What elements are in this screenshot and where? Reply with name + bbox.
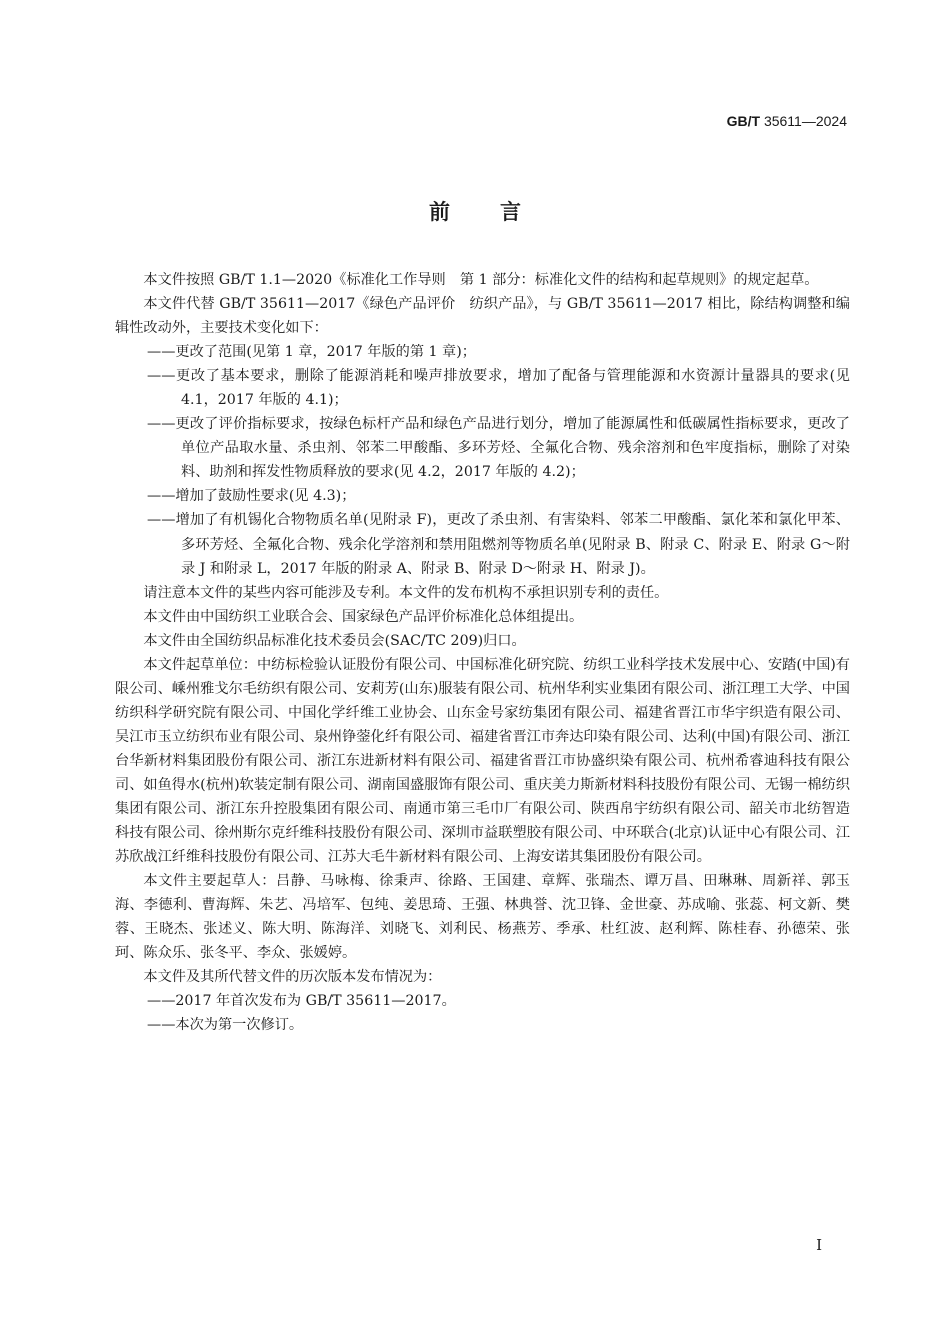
change-item-basic-requirements: ——更改了基本要求，删除了能源消耗和噪声排放要求，增加了配备与管理能源和水资源计量器具的要求(见 4.1，2017 年版的 4.1)； bbox=[147, 368, 850, 409]
paragraph-version-history: 本文件及其所代替文件的历次版本发布情况为： bbox=[143, 969, 442, 986]
paragraph-proposed-by: 本文件由中国纺织工业联合会、国家绿色产品评价标准化总体组提出。 bbox=[143, 608, 584, 625]
standard-prefix: GB/T bbox=[726, 113, 761, 129]
paragraph-drafting-organizations: 本文件起草单位：中纺标检验认证股份有限公司、中国标准化研究院、纺织工业科学技术发展中心、安踏(中国)有限公司、嵊州雅戈尔毛纺织有限公司、安莉芳(山东)服装有限公司、杭州华利实业集团有限公司、浙江理工大学、中国纺织科学研究院有限公司、中国化学纤维工业协会、山东金号家纺集团有限公司、福建省晋江市华宇织造有限公司、吴江市玉立纺织布业有限公司、泉州铮蓥化纤有限公司、福建省晋江市奔达印染有限公司、达利(中国)有限公司、浙江台华新材料集团股份有限公司、浙江东进新材料有限公司、福建省晋江市协盛织染有限公司、杭州希睿迪科技有限公司、如鱼得水(杭州)软装定制有限公司、湖南国盛服饰有限公司、重庆美力斯新材料科技股份有限公司、无锡一棉纺织集团有限公司、浙江东升控股集团有限公司、南通市第三毛巾厂有限公司、陕西帛宇纺织有限公司、韶关市北纺智造科技有限公司、徐州斯尔克纤维科技股份有限公司、深圳市益联塑胶有限公司、中环联合(北京)认证中心有限公司、江苏欣战江纤维科技股份有限公司、江苏大毛牛新材料有限公司、上海安诺其集团股份有限公司。 bbox=[115, 656, 850, 866]
change-item-evaluation-indicators: ——更改了评价指标要求，按绿色标杆产品和绿色产品进行划分，增加了能源属性和低碳属性指标要求，更改了单位产品取水量、杀虫剂、邻苯二甲酸酯、多环芳烃、全氟化合物、残余溶剂和色牢度指标，删除了对染料、助剂和挥发性物质释放的要求(见 4.2，2017 年版的 4.2)； bbox=[147, 416, 850, 481]
change-item-scope: ——更改了范围(见第 1 章，2017 年版的第 1 章)； bbox=[147, 344, 476, 361]
paragraph-replaces: 本文件代替 GB/T 35611—2017《绿色产品评价 纺织产品》，与 GB/T 35611—2017 相比，除结构调整和编辑性改动外，主要技术变化如下： bbox=[115, 296, 850, 337]
foreword-body bbox=[115, 268, 850, 1038]
paragraph-under-jurisdiction: 本文件由全国纺织品标准化技术委员会(SAC/TC 209)归口。 bbox=[143, 632, 526, 649]
change-item-encouraging-requirements: ——增加了鼓励性要求(见 4.3)； bbox=[147, 488, 356, 505]
title-char-1: 前 bbox=[429, 199, 450, 224]
title-char-2: 言 bbox=[500, 199, 521, 224]
page-title bbox=[0, 196, 950, 226]
change-item-substance-lists: ——增加了有机锡化合物物质名单(见附录 F)，更改了杀虫剂、有害染料、邻苯二甲酸酯、氯化苯和氯化甲苯、多环芳烃、全氟化合物、残余化学溶剂和禁用阻燃剂等物质名单(见附录 B、附录 C、附录 E、附录 G～附录 J 和附录 L，2017 年版的附录 A、附录 B、附录 D～附录 H、附录 J)。 bbox=[147, 512, 850, 577]
standard-number: 35611—2024 bbox=[763, 113, 847, 129]
paragraph-patent-notice: 请注意本文件的某些内容可能涉及专利。本文件的发布机构不承担识别专利的责任。 bbox=[143, 584, 669, 601]
paragraph-drafting-rules: 本文件按照 GB/T 1.1—2020《标准化工作导则 第 1 部分：标准化文件的结构和起草规则》的规定起草。 bbox=[143, 272, 819, 288]
document-header bbox=[727, 113, 847, 129]
history-item-2017: ——2017 年首次发布为 GB/T 35611—2017。 bbox=[147, 993, 456, 1010]
page-number: I bbox=[816, 1236, 822, 1254]
paragraph-drafters: 本文件主要起草人：吕静、马咏梅、徐秉声、徐路、王国建、章辉、张瑞杰、谭万昌、田琳琳、周新祥、郭玉海、李德利、曹海辉、朱艺、冯培军、包纯、姜思琦、王强、林典誉、沈卫锋、金世豪、苏成喻、张蕊、柯文新、樊蓉、王晓杰、张述义、陈大明、陈海洋、刘晓飞、刘利民、杨燕芳、季承、杜红波、赵利辉、陈桂春、孙德荣、张珂、陈众乐、张冬平、李众、张媛婷。 bbox=[115, 873, 850, 962]
history-item-current: ——本次为第一次修订。 bbox=[147, 1017, 304, 1034]
